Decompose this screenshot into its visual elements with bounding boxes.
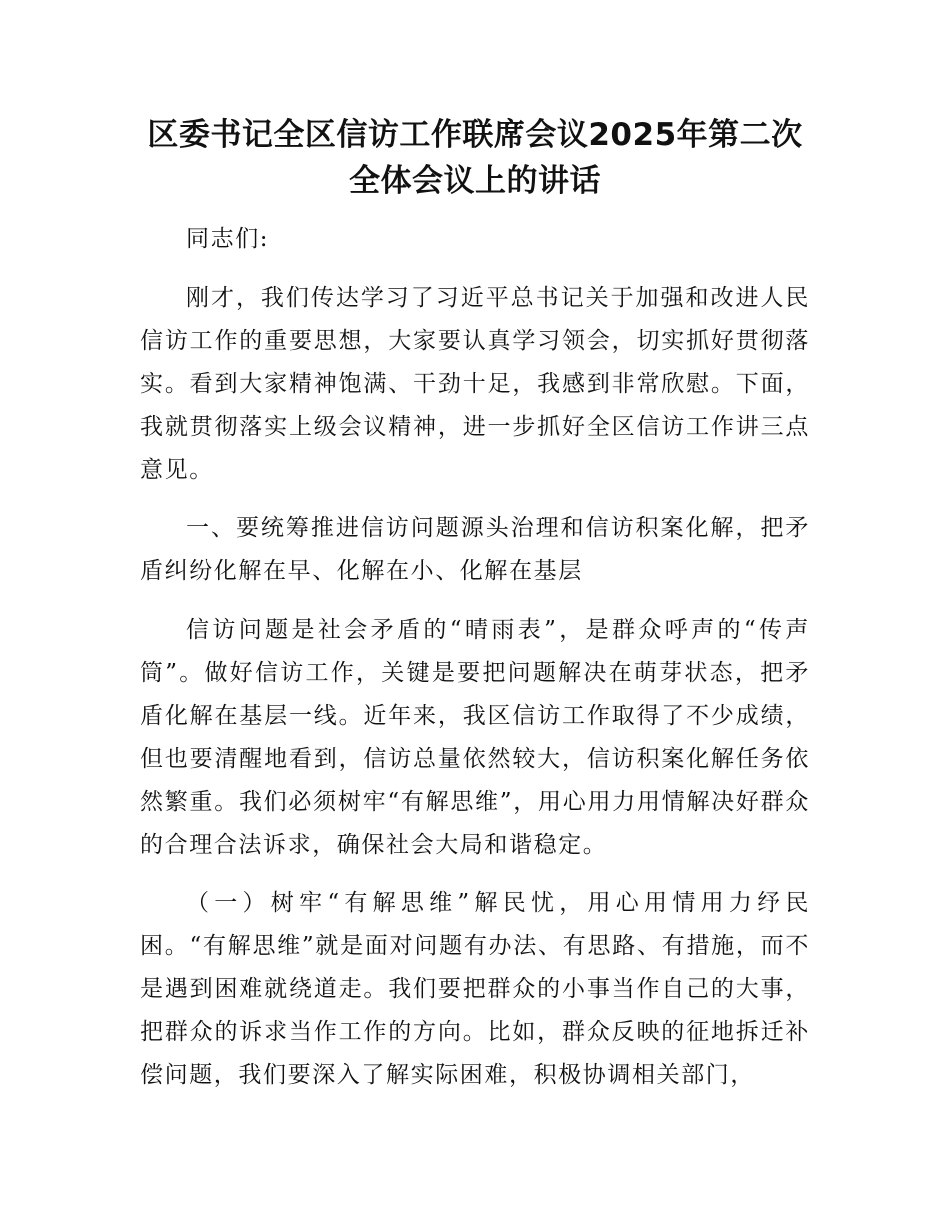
title-line-2: 全体会议上的讲话 bbox=[349, 163, 601, 199]
section-heading-1: 一、要统筹推进信访问题源头治理和信访积案化解，把矛盾纠纷化解在早、化解在小、化解在基层 bbox=[140, 515, 810, 584]
document-title bbox=[140, 112, 810, 204]
title-line-1: 区委书记全区信访工作联席会议2025年第二次 bbox=[147, 117, 803, 153]
document-page bbox=[140, 112, 810, 1112]
paragraph-intro: 刚才，我们传达学习了习近平总书记关于加强和改进人民信访工作的重要思想，大家要认真学习领会，切实抓好贯彻落实。看到大家精神饱满、干劲十足，我感到非常欣慰。下面，我就贯彻落实上级会议精神，进一步抓好全区信访工作讲三点意见。 bbox=[140, 285, 810, 483]
paragraph-subsection-1: （一）树牢“有解思维”解民忧，用心用情用力纾民困。“有解思维”就是面对问题有办法、有思路、有措施，而不是遇到困难就绕道走。我们要把群众的小事当作自己的大事，把群众的诉求当作工作的方向。比如，群众反映的征地拆迁补偿问题，我们要深入了解实际困难，积极协调相关部门， bbox=[140, 890, 810, 1088]
paragraph-section-1-body: 信访问题是社会矛盾的“晴雨表”，是群众呼声的“传声筒”。做好信访工作，关键是要把问题解决在萌芽状态，把矛盾化解在基层一线。近年来，我区信访工作取得了不少成绩，但也要清醒地看到，信访总量依然较大，信访积案化解任务依然繁重。我们必须树牢“有解思维”，用心用力用情解决好群众的合理合法诉求，确保社会大局和谐稳定。 bbox=[140, 617, 810, 858]
greeting: 同志们: bbox=[186, 226, 270, 252]
